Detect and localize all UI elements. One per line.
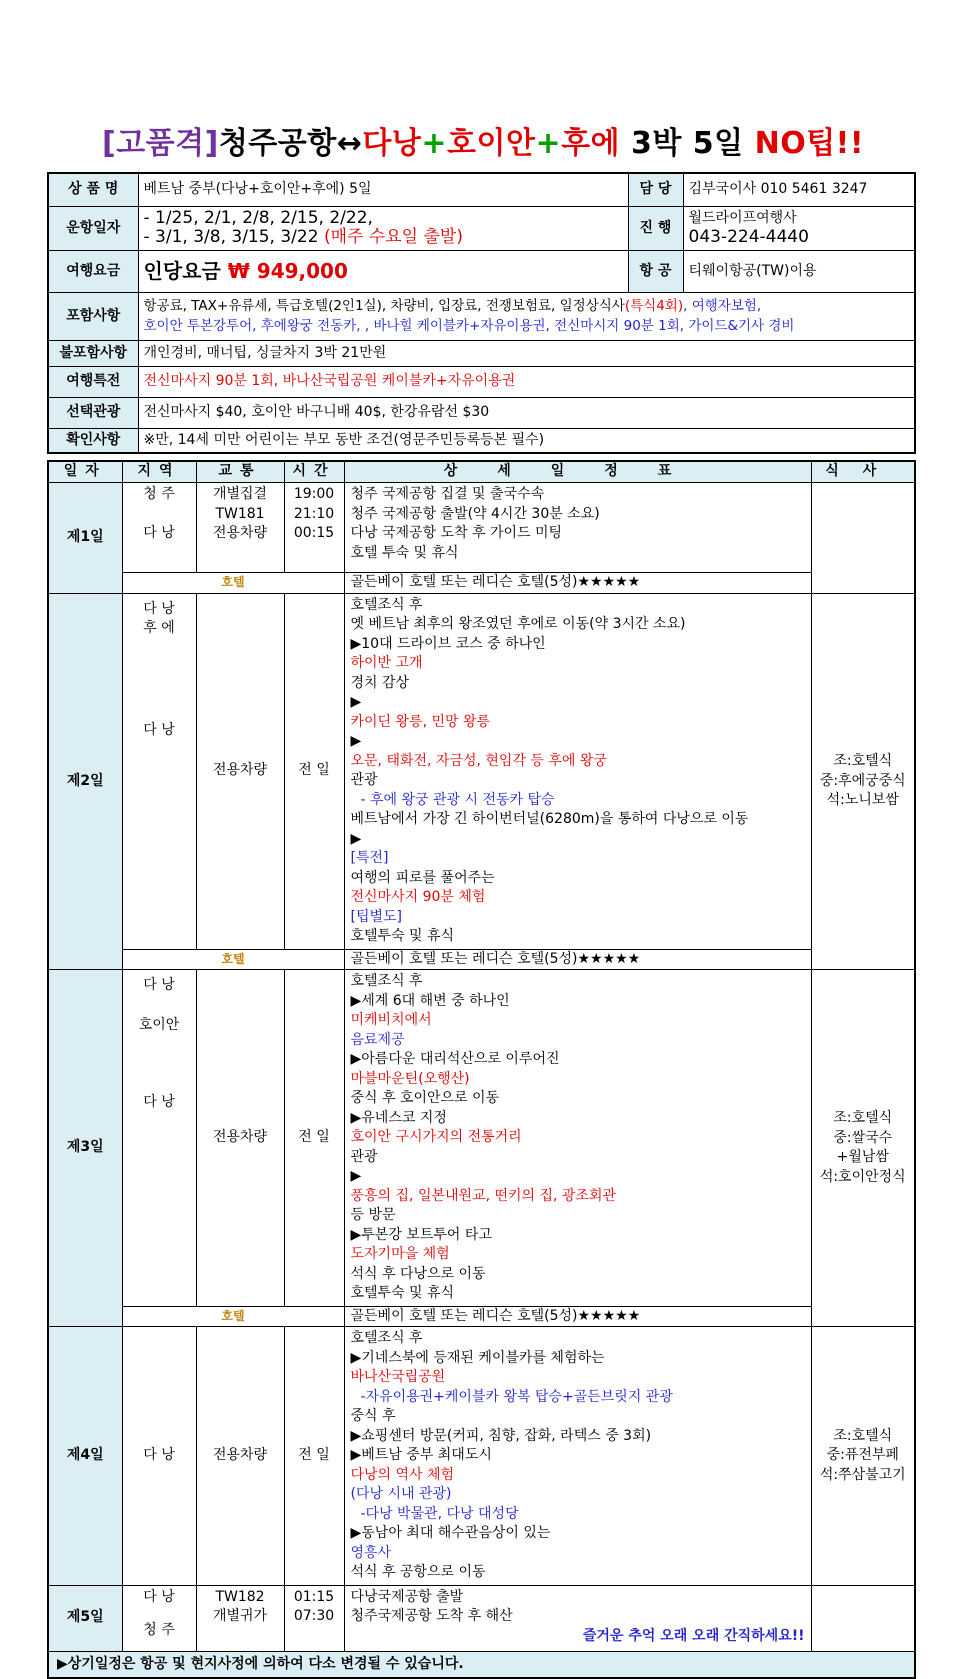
- hotel-icon: 호텔: [221, 951, 245, 966]
- d2-5a: ▶: [350, 733, 362, 749]
- day-1-hotel: 골든베이 호텔 또는 레디슨 호텔(5성)★★★★★: [344, 573, 811, 594]
- day-5-time: [284, 1585, 344, 1651]
- d2-3c: 경치 감상: [350, 674, 410, 691]
- d3-6b: 풍흥의 집, 일본내원교, 떤키의 집, 광조회관: [350, 1187, 617, 1204]
- d2-5b: 오문, 태화전, 자금성, 현임각 등 후에 왕궁: [350, 752, 607, 769]
- fare-label: 여행요금: [48, 250, 138, 292]
- included-c: , 여행자보험,: [683, 298, 762, 314]
- d3-2a: ▶세계 6대 해변 중 하나인: [350, 992, 510, 1009]
- day-2-region: [122, 593, 196, 949]
- day-4-detail-6: [351, 1446, 805, 1505]
- day-3-detail-5: [351, 1109, 805, 1168]
- day-5-transport-1: TW182: [215, 1588, 265, 1605]
- d3-7a: ▶투본강 보트투어 타고: [350, 1226, 492, 1243]
- day-1-transport-2: TW181: [215, 505, 265, 522]
- day-4-time: 전 일: [284, 1327, 344, 1586]
- excluded-label: 불포함사항: [48, 340, 138, 366]
- day-2-meal-3: 석:노니보쌈: [826, 792, 899, 808]
- day-2-detail: [344, 593, 811, 949]
- day-2-detail-5: [351, 732, 805, 791]
- day-3-region-gap-2: [128, 1035, 191, 1093]
- day-5-detail-1: 다낭국제공항 출발: [350, 1588, 464, 1605]
- d3-2b: 미케비치에서: [350, 1012, 432, 1028]
- fare-value: [138, 250, 628, 292]
- dates-label: 운항일자: [48, 206, 138, 250]
- day-2-region-3: 다 낭: [143, 721, 175, 738]
- day-5-meal: [811, 1585, 915, 1651]
- day-3-label: 제3일: [48, 970, 122, 1327]
- day-1-time-2: 21:10: [293, 505, 335, 522]
- header-detail: 상세일정표: [344, 461, 811, 483]
- day-4-meal: [811, 1327, 915, 1586]
- day-2-hotel-icon-cell: [122, 949, 344, 970]
- d4-2b: 바나산국립공원: [350, 1369, 446, 1385]
- check-label: 확인사항: [48, 428, 138, 453]
- d4-8a: ▶동남아 최대 해수관음상이 있는: [350, 1525, 551, 1541]
- d3-6c: 등 방문: [350, 1207, 396, 1223]
- day-5-time-1: 01:15: [293, 1588, 335, 1605]
- day-5-farewell: 즐거운 추억 오래 오래 간직하세요!!: [582, 1627, 805, 1644]
- title-prefix: [고품격]: [101, 126, 219, 161]
- day-3-detail-3: [351, 1050, 805, 1089]
- d4-6a: ▶베트남 중부 최대도시: [350, 1447, 492, 1463]
- day-3-region-1: 다 낭: [143, 977, 175, 993]
- header-region: 지역: [122, 461, 196, 483]
- d3-6a: ▶: [350, 1168, 362, 1184]
- included-a: 항공료, TAX+유류세, 특급호텔(2인1실), 차량비, 입장료, 전쟁보험료, 일정상식사: [143, 298, 625, 314]
- special-label: 여행특전: [48, 366, 138, 397]
- day-4-detail-7: -다낭 박물관, 다낭 대성당: [360, 1505, 519, 1522]
- day-1-time-3: 00:15: [293, 525, 335, 541]
- schedule-table: [47, 460, 916, 1679]
- day-3-meal-1: 조:호텔식: [833, 1110, 893, 1126]
- check-value: ※만, 14세 미만 어린이는 부모 동반 조건(영문주민등록등본 필수): [138, 428, 915, 453]
- d3-7b: 도자기마을 체험: [350, 1246, 450, 1262]
- included-d: 호이안 투본강투어, 후에왕궁 전동카, , 바나힐 케이블카+자유이용권, 전신마시지 90분 1회, 가이드&기사 경비: [143, 318, 795, 334]
- day-2-region-gap: [128, 639, 191, 721]
- included-value: [138, 292, 915, 340]
- day-4-label: 제4일: [48, 1327, 122, 1586]
- dates-line-1: - 1/25, 2/1, 2/8, 2/15, 2/22,: [143, 208, 373, 228]
- day-4-detail-4: 중식 후: [350, 1408, 396, 1424]
- day-2-transport: 전용차량: [196, 593, 284, 949]
- title-route: 청주공항↔: [218, 126, 363, 161]
- special-value: 전신마사지 90분 1회, 바나산국립공원 케이블카+자유이용권: [138, 366, 915, 397]
- day-1-label: 제1일: [48, 483, 122, 594]
- day-1-region: [122, 483, 196, 573]
- day-3-detail-4: 중식 후 호이안으로 이동: [350, 1090, 500, 1106]
- day-3-detail: [344, 970, 811, 1307]
- day-4-detail-2: [351, 1349, 805, 1388]
- day-1-hotel-icon-cell: [122, 573, 344, 594]
- agency-name: 월드라이프여행사: [688, 210, 797, 226]
- day-5-time-2: 07:30: [293, 1608, 335, 1624]
- day-2-meal: [811, 593, 915, 970]
- d4-2a: ▶기네스북에 등재된 케이블카를 체험하는: [350, 1349, 605, 1366]
- day-3-meal-3: +월남쌈: [836, 1149, 889, 1165]
- header-transport: 교통: [196, 461, 284, 483]
- optional-label: 선택관광: [48, 397, 138, 428]
- agency-label: 진 행: [628, 206, 683, 250]
- day-3-transport: 전용차량: [196, 970, 284, 1307]
- title-dest-3: 후에: [561, 126, 621, 161]
- day-2-detail-7: 베트남에서 가장 긴 하이번터널(6280m)을 통하여 다낭으로 이동: [350, 811, 749, 827]
- day-3-detail-6: [351, 1167, 805, 1226]
- d3-3b: 마블마운틴(오행산): [350, 1070, 470, 1087]
- d2-8a: ▶: [350, 830, 362, 847]
- d4-8b: 영흥사: [350, 1544, 392, 1561]
- title-notip: NO팁!!: [754, 126, 865, 161]
- day-1-region-1: 청 주: [143, 486, 175, 502]
- day-3-region-2: 호이안: [138, 1016, 180, 1033]
- dates-value: [138, 206, 628, 250]
- day-4-detail: [344, 1327, 811, 1586]
- airline-value: 티웨이항공(TW)이용: [683, 250, 915, 292]
- agency-phone: 043-224-4440: [688, 227, 809, 247]
- day-5-label: 제5일: [48, 1585, 122, 1651]
- day-1-detail-2: 청주 국제공항 출발(약 4시간 30분 소요): [350, 505, 600, 522]
- day-1-transport-3: 전용차량: [212, 525, 268, 541]
- day-4-meal-2: 중:퓨전부페: [826, 1447, 899, 1463]
- day-5-region: [122, 1585, 196, 1651]
- fare-text: 인당요금: [143, 258, 228, 283]
- day-3-detail-2: [351, 992, 805, 1051]
- optional-value: 전신마사지 $40, 호이안 바구니배 40$, 한강유람선 $30: [138, 397, 915, 428]
- day-2-detail-4: [351, 693, 805, 732]
- day-1-region-2: 다 낭: [143, 525, 175, 541]
- day-5-region-2: 청 주: [143, 1622, 175, 1638]
- day-4-detail-1: 호텔조식 후: [350, 1330, 423, 1346]
- dates-note: (매주 수요일 출발): [323, 227, 463, 247]
- day-3-region-gap-1: [128, 996, 191, 1016]
- product-label: 상 품 명: [48, 173, 138, 206]
- d2-3a: ▶10대 드라이브 코스 중 하나인: [350, 635, 546, 652]
- day-2-label: 제2일: [48, 593, 122, 970]
- day-1-detail: [344, 483, 811, 573]
- day-4-detail-8: [351, 1524, 805, 1563]
- day-2-time: 전 일: [284, 593, 344, 949]
- day-2-detail-6: - 후에 왕궁 관광 시 전동카 탑승: [360, 791, 555, 808]
- d2-4b: 카이딘 왕릉, 민망 왕릉: [350, 713, 491, 730]
- page-title: [0, 118, 966, 162]
- dates-line-2-text: - 3/1, 3/8, 3/15, 3/22: [143, 227, 324, 247]
- day-1-time-1: 19:00: [293, 486, 335, 502]
- title-dest-1: 다낭: [362, 126, 422, 161]
- day-2-detail-2: 옛 베트남 최후의 왕조였던 후에로 이동(약 3시간 소요): [350, 616, 686, 632]
- d3-5b: 호이안 구시가지의 전통거리: [350, 1129, 522, 1145]
- day-4-detail-5: ▶쇼핑센터 방문(커피, 침향, 잡화, 라텍스 중 3회): [350, 1427, 652, 1444]
- day-3-hotel: 골든베이 호텔 또는 레디슨 호텔(5성)★★★★★: [344, 1306, 811, 1327]
- title-plus-2: +: [535, 126, 562, 161]
- d3-5a: ▶유네스코 지정: [350, 1109, 447, 1126]
- day-1-detail-3: 다낭 국제공항 도착 후 가이드 미팅: [350, 525, 563, 541]
- schedule-footer-note: ▶상기일정은 항공 및 현지사정에 의하여 다소 변경될 수 있습니다.: [48, 1651, 915, 1678]
- info-table: [47, 172, 916, 454]
- day-1-meal: [811, 483, 915, 594]
- day-2-meal-1: 조:호텔식: [833, 753, 893, 769]
- d3-3a: ▶아름다운 대리석산으로 이루어진: [350, 1051, 560, 1067]
- day-3-detail-1: 호텔조식 후: [350, 973, 423, 989]
- day-4-region: 다 낭: [122, 1327, 196, 1586]
- header-meal: 식사: [811, 461, 915, 483]
- day-1-time: [284, 483, 344, 573]
- day-4-transport: 전용차량: [196, 1327, 284, 1586]
- day-5-region-1: 다 낭: [143, 1588, 175, 1605]
- included-label: 포함사항: [48, 292, 138, 340]
- day-2-hotel: 골든베이 호텔 또는 레디슨 호텔(5성)★★★★★: [344, 949, 811, 970]
- d2-8e: [팁별도]: [350, 908, 402, 925]
- day-2-meal-2: 중:후에궁중식: [819, 772, 906, 789]
- hotel-icon: 호텔: [221, 1308, 245, 1323]
- day-4-meal-1: 조:호텔식: [833, 1427, 893, 1444]
- day-3-detail-7: [351, 1226, 805, 1265]
- day-5-detail: [344, 1585, 811, 1651]
- d2-8b: [특전]: [350, 850, 389, 866]
- day-1-transport-1: 개별집결: [212, 486, 268, 502]
- d2-8d: 전신마사지 90분 체험: [350, 889, 486, 905]
- day-2-detail-9: 호텔투숙 및 휴식: [350, 928, 455, 944]
- fare-amount: ₩ 949,000: [227, 258, 348, 283]
- d4-6b: 다낭의 역사 체험: [350, 1466, 455, 1483]
- day-4-meal-3: 석:쭈삼불고기: [819, 1466, 906, 1483]
- d3-5c: 관광: [350, 1148, 378, 1165]
- title-dest-2: 호이안: [446, 126, 536, 161]
- d2-4a: ▶: [350, 694, 362, 710]
- d2-8c: 여행의 피로를 풀어주는: [350, 869, 495, 886]
- day-3-meal-2: 중:쌀국수: [833, 1129, 893, 1146]
- manager-value: 김부국이사 010 5461 3247: [683, 173, 915, 206]
- day-5-transport: [196, 1585, 284, 1651]
- day-4-detail-3: -자유이용권+케이블카 왕복 탑승+골든브릿지 관광: [360, 1388, 673, 1405]
- day-1-region-gap: [129, 505, 190, 525]
- d3-2c: 음료제공: [350, 1031, 405, 1048]
- d2-3b: 하이반 고개: [350, 655, 423, 671]
- day-3-region: [122, 970, 196, 1307]
- day-5-detail-2: 청주국제공항 도착 후 해산: [350, 1608, 513, 1624]
- hotel-icon: 호텔: [221, 575, 245, 589]
- day-3-meal-4: 석:호이안정식: [819, 1168, 906, 1185]
- day-1-transport: [196, 483, 284, 573]
- day-2-detail-8: [351, 830, 805, 928]
- day-4-detail-9: 석식 후 공항으로 이동: [350, 1564, 486, 1580]
- header-time: 시간: [284, 461, 344, 483]
- day-2-region-1: 다 낭: [143, 600, 175, 617]
- d4-6c: (다낭 시내 관광): [350, 1486, 452, 1502]
- day-5-transport-2: 개별귀가: [212, 1608, 268, 1624]
- day-2-detail-1: 호텔조식 후: [350, 596, 423, 613]
- product-value: 베트남 중부(다낭+호이안+후에) 5일: [138, 173, 628, 206]
- d2-5c: 관광: [350, 772, 378, 788]
- day-2-region-2: 후 에: [143, 620, 175, 636]
- day-3-time: 전 일: [284, 970, 344, 1307]
- day-3-meal: [811, 970, 915, 1327]
- day-5-region-gap: [128, 1607, 191, 1621]
- manager-label: 담 당: [628, 173, 683, 206]
- day-2-detail-3: [351, 635, 805, 694]
- title-plus: +: [421, 126, 447, 161]
- title-duration: 3박 5일: [620, 126, 755, 161]
- day-3-region-3: 다 낭: [143, 1094, 175, 1110]
- included-b: (특식4회): [624, 298, 684, 314]
- agency-value: [683, 206, 915, 250]
- day-1-detail-4: 호텔 투숙 및 휴식: [350, 544, 459, 561]
- day-3-hotel-icon-cell: [122, 1306, 344, 1327]
- dates-line-2: [144, 228, 623, 247]
- day-1-detail-1: 청주 국제공항 집결 및 출국수속: [350, 486, 545, 502]
- airline-label: 항 공: [628, 250, 683, 292]
- header-date: 일자: [48, 461, 122, 483]
- day-3-detail-9: 호텔투숙 및 휴식: [350, 1285, 455, 1301]
- day-3-detail-8: 석식 후 다낭으로 이동: [350, 1265, 486, 1282]
- excluded-value: 개인경비, 매너팁, 싱글차지 3박 21만원: [138, 340, 915, 366]
